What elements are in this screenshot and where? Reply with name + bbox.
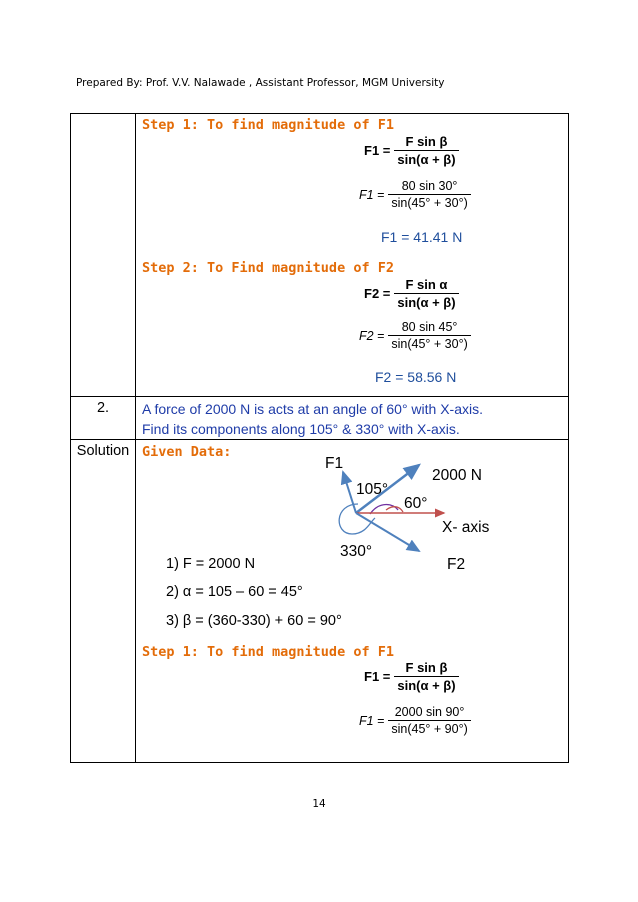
angle-330-label: 330°	[340, 543, 373, 560]
step-heading: Step 1: To find magnitude of F1	[142, 644, 394, 660]
row-number-cell	[71, 114, 136, 397]
angle-105-label: 105°	[356, 481, 389, 498]
force-diagram	[210, 452, 570, 582]
equation	[359, 179, 471, 210]
fraction	[388, 705, 470, 736]
numerator: 80 sin 45°	[401, 320, 458, 334]
equation-lhs: F2 =	[359, 328, 385, 343]
equation	[364, 134, 459, 167]
numerator: F sin α	[405, 277, 448, 292]
force-label: 2000 N	[432, 467, 482, 484]
solution-label-cell: Solution	[71, 440, 136, 763]
fraction	[394, 134, 458, 167]
step-heading: Step 1: To find magnitude of F1	[142, 117, 394, 133]
table-row	[71, 397, 569, 440]
equation-lhs: F1 =	[359, 713, 385, 728]
equation-lhs: F1 =	[364, 143, 391, 158]
equation	[359, 320, 471, 351]
numerator: 80 sin 30°	[401, 179, 458, 193]
page-header: Prepared By: Prof. V.V. Nalawade , Assistant Professor, MGM University	[76, 77, 445, 89]
table-row	[71, 440, 569, 763]
step-heading: Step 2: To Find magnitude of F2	[142, 260, 394, 276]
angle-60-arc	[386, 507, 403, 512]
equation-lhs: F2 =	[364, 286, 391, 301]
content-cell	[136, 114, 569, 397]
table-row	[71, 114, 569, 397]
denominator: sin(α + β)	[394, 676, 458, 693]
equation-lhs: F1 =	[364, 669, 391, 684]
fraction	[388, 179, 470, 210]
f2-label: F2	[447, 556, 466, 573]
numerator: F sin β	[405, 134, 448, 149]
answer: F2 = 58.56 N	[375, 369, 457, 385]
equation-lhs: F1 =	[359, 187, 385, 202]
fraction	[388, 320, 470, 351]
equation	[364, 660, 459, 693]
fraction	[394, 277, 458, 310]
page-number: 14	[312, 798, 326, 810]
answer: F1 = 41.41 N	[381, 229, 463, 245]
numerator: 2000 sin 90°	[394, 705, 465, 719]
question-line: Find its components along 105° & 330° with X-axis.	[142, 421, 460, 437]
denominator: sin(α + β)	[394, 150, 458, 167]
denominator: sin(45° + 90°)	[388, 720, 470, 736]
given-item: 1) F = 2000 N	[166, 556, 256, 572]
given-item: 2) α = 105 – 60 = 45°	[166, 584, 303, 600]
content-cell	[136, 440, 569, 763]
given-heading: Given Data:	[142, 444, 232, 460]
denominator: sin(45° + 30°)	[388, 194, 470, 210]
given-item: 3) β = (360-330) + 60 = 90°	[166, 613, 342, 629]
f1-label: F1	[325, 455, 344, 472]
row-number-cell: 2.	[71, 397, 136, 440]
f1-arrow	[343, 472, 356, 513]
x-axis-label: X- axis	[442, 519, 490, 536]
denominator: sin(α + β)	[394, 293, 458, 310]
question-line: A force of 2000 N is acts at an angle of 60° with X-axis.	[142, 401, 484, 417]
denominator: sin(45° + 30°)	[388, 335, 470, 351]
equation	[359, 705, 471, 736]
angle-60-label: 60°	[404, 495, 428, 512]
equation	[364, 277, 459, 310]
fraction	[394, 660, 458, 693]
angle-330-arc	[339, 504, 375, 534]
solution-table	[70, 113, 569, 763]
numerator: F sin β	[405, 660, 448, 675]
question-cell	[136, 397, 569, 440]
